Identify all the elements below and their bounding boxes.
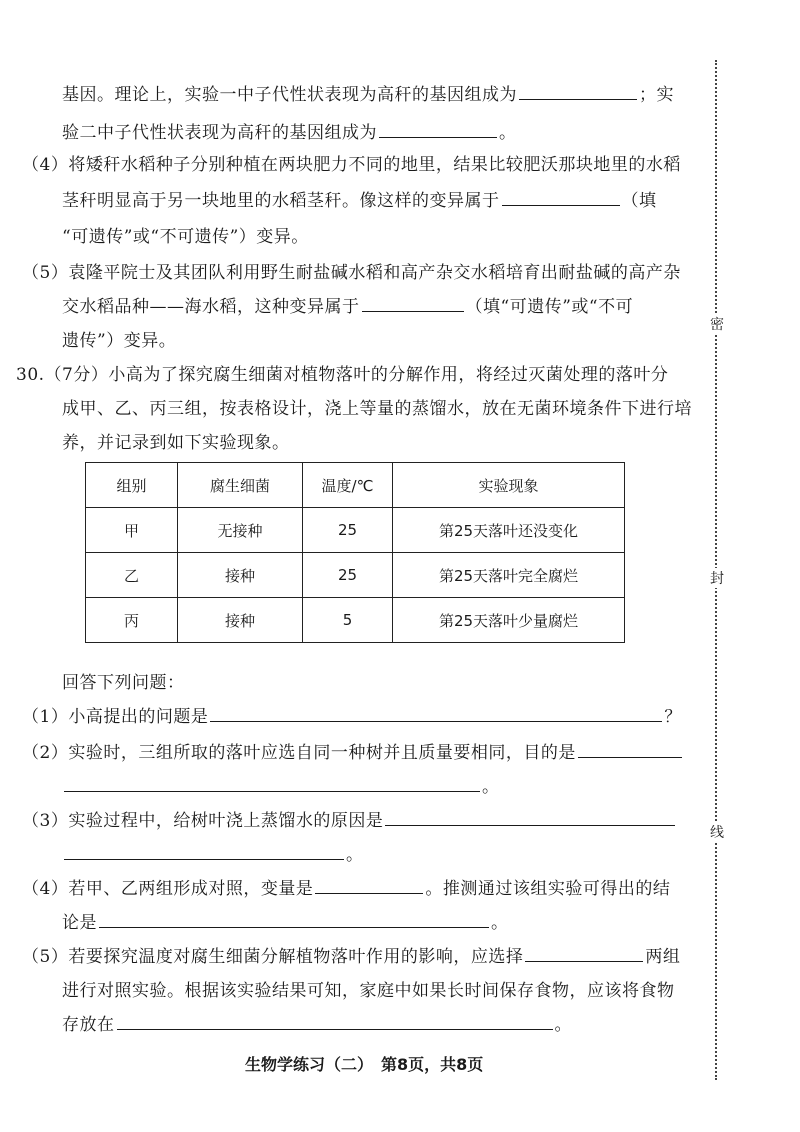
table-header-cell: 组别: [86, 463, 178, 508]
seal-char-xian: 线: [710, 822, 724, 842]
table-cell: 甲: [86, 508, 178, 553]
sub-q4-line-1: （4）若甲、乙两组形成对照，变量是 。推测通过该组实验可得出的结: [22, 874, 670, 899]
sub-q5-line-2: 进行对照实验。根据该实验结果可知，家庭中如果长时间保存食物，应该将食物: [62, 981, 675, 1001]
q4-top-line-3: “可遗传”或“不可遗传”）变异。: [62, 227, 309, 247]
sub-q5-line-3: 存放在 。: [62, 1010, 572, 1035]
table-header-cell: 实验现象: [393, 463, 625, 508]
table-row: [86, 598, 625, 643]
sub-q2-line-1: （2）实验时，三组所取的落叶应选自同一种树并且质量要相同，目的是: [22, 738, 684, 763]
table-cell: 乙: [86, 553, 178, 598]
q30-line-1: 30.（7分）小高为了探究腐生细菌对植物落叶的分解作用，将经过灭菌处理的落叶分: [16, 365, 669, 385]
answer-blank[interactable]: [525, 943, 643, 962]
answer-blank[interactable]: [385, 807, 675, 826]
answer-blank[interactable]: [99, 909, 489, 928]
continued-line-2: 验二中子代性状表现为高秆的基因组成为 。: [62, 118, 517, 143]
sub-q5-line-1: （5）若要探究温度对腐生细菌分解植物落叶作用的影响，应选择 两组: [22, 942, 680, 967]
table-header-cell: 温度/℃: [303, 463, 393, 508]
sub-q1: （1）小高提出的问题是 ？: [22, 702, 682, 727]
table-cell: 第25天落叶还没变化: [393, 508, 625, 553]
table-cell: 第25天落叶完全腐烂: [393, 553, 625, 598]
sub-q4-line-2: 论是 。: [62, 908, 509, 933]
q5-top-line-2: 交水稻品种——海水稻，这种变异属于 （填“可遗传”或“不可: [62, 292, 633, 317]
q4-top-line-1: （4）将矮秆水稻种子分别种植在两块肥力不同的地里，结果比较肥沃那块地里的水稻: [22, 155, 681, 175]
q30-line-3: 养，并记录到如下实验现象。: [62, 433, 290, 453]
table-cell: 丙: [86, 598, 178, 643]
table-cell: 无接种: [178, 508, 303, 553]
answer-blank[interactable]: [64, 841, 344, 860]
answer-blank[interactable]: [210, 703, 662, 722]
answer-blank[interactable]: [315, 875, 423, 894]
seal-char-feng: 封: [710, 568, 724, 588]
sub-q3-line-1: （3）实验过程中，给树叶浇上蒸馏水的原因是: [22, 806, 677, 831]
table-header-cell: 腐生细菌: [178, 463, 303, 508]
answer-blank[interactable]: [379, 119, 497, 138]
table-cell: 25: [303, 553, 393, 598]
answer-blank[interactable]: [117, 1011, 553, 1030]
experiment-table: [85, 462, 625, 643]
page-footer: 生物学练习（二） 第8页，共8页: [245, 1055, 484, 1074]
answer-blank[interactable]: [578, 739, 682, 758]
answer-blank[interactable]: [362, 293, 464, 312]
answer-intro: 回答下列问题：: [62, 673, 185, 693]
q5-top-line-1: （5）袁隆平院士及其团队利用野生耐盐碱水稻和高产杂交水稻培育出耐盐碱的高产杂: [22, 263, 681, 283]
q30-line-2: 成甲、乙、丙三组，按表格设计，浇上等量的蒸馏水，放在无菌环境条件下进行培: [62, 399, 692, 419]
q4-top-line-2: 茎秆明显高于另一块地里的水稻茎秆。像这样的变异属于 （填: [62, 186, 657, 211]
answer-blank[interactable]: [519, 81, 637, 100]
sub-q2-line-2: 。: [62, 772, 500, 797]
table-cell: 5: [303, 598, 393, 643]
table-cell: 第25天落叶少量腐烂: [393, 598, 625, 643]
table-row: [86, 553, 625, 598]
binding-margin: [710, 60, 722, 1080]
table-cell: 接种: [178, 598, 303, 643]
table-cell: 接种: [178, 553, 303, 598]
sub-q3-line-2: 。: [62, 840, 364, 865]
continued-line-1: 基因。理论上，实验一中子代性状表现为高秆的基因组成为 ；实: [62, 80, 674, 105]
answer-blank[interactable]: [64, 773, 480, 792]
table-cell: 25: [303, 508, 393, 553]
q5-top-line-3: 遗传”）变异。: [62, 331, 177, 351]
answer-blank[interactable]: [502, 187, 620, 206]
table-row: [86, 508, 625, 553]
seal-char-mi: 密: [710, 314, 724, 334]
table-header-row: [86, 463, 625, 508]
